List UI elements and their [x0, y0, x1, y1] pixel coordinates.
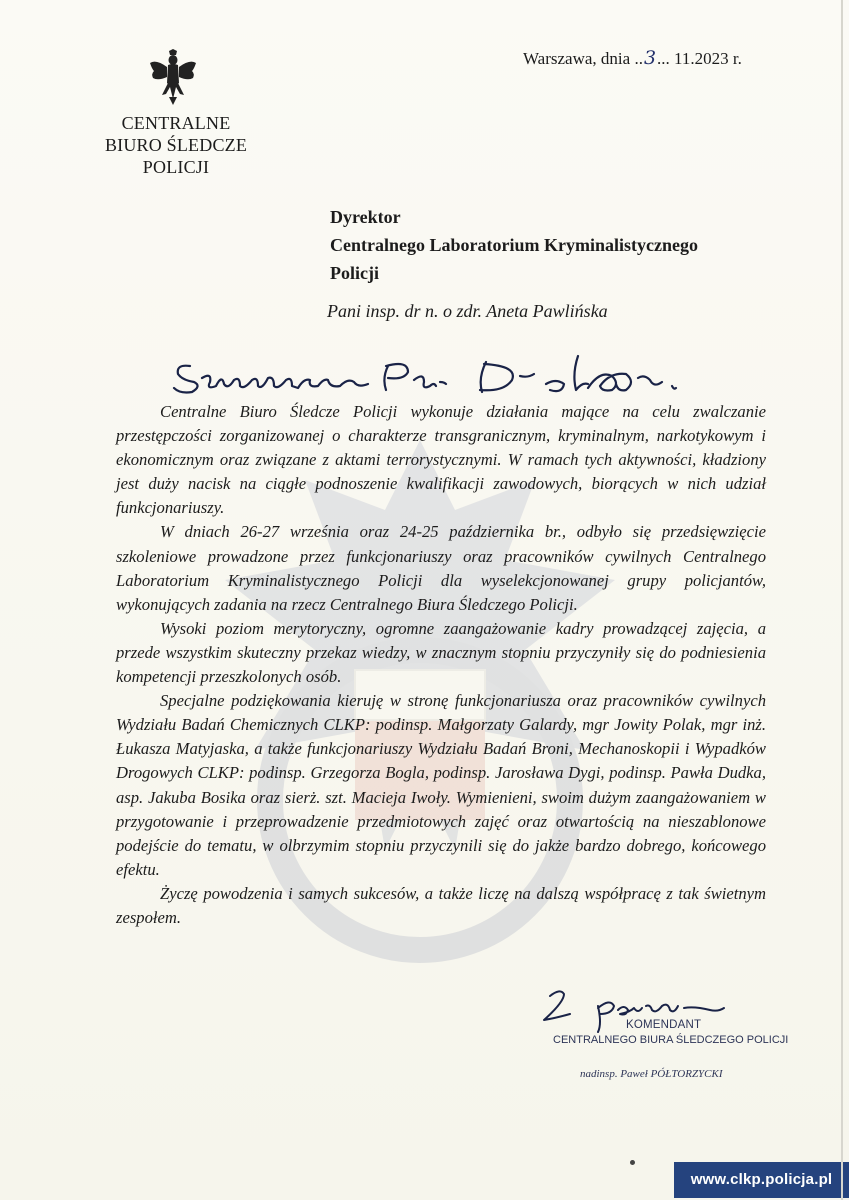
date-suffix: ... 11.2023 r. — [657, 49, 742, 68]
date-handwritten-day: 3 — [643, 47, 657, 69]
recipient-line: Dyrektor — [330, 207, 401, 227]
recipient-block — [330, 203, 698, 287]
polish-eagle-icon — [148, 49, 198, 107]
institution-line: BIURO ŚLEDCZE — [104, 135, 248, 155]
addressee-name: Pani insp. dr n. o zdr. Aneta Pawlińska — [327, 301, 608, 321]
recipient-line: Centralnego Laboratorium Kryminalistycznego — [330, 235, 698, 255]
site-url-banner[interactable]: www.clkp.policja.pl — [674, 1162, 849, 1198]
institution-line: CENTRALNE — [121, 113, 231, 133]
ink-dot — [630, 1160, 635, 1165]
recipient-line: Policji — [330, 263, 379, 283]
body-paragraph: W dniach 26-27 września oraz 24-25 października br., odbyło się przedsięwzięcie szkoleniowe prowadzone przez funkcjonariuszy oraz pracowników cywilnych Centralnego Laboratorium Kryminalistycznego Policji dla wyselekcjonowanej grupy policjantów, wykonujących zadania na rzecz Centralnego Biura Śledczego Policji. — [116, 522, 766, 614]
letter-date — [523, 47, 742, 69]
institution-name — [96, 112, 256, 178]
signer-name: nadinsp. Paweł PÓŁTORZYCKI — [580, 1068, 723, 1080]
body-paragraph: Wysoki poziom merytoryczny, ogromne zaangażowanie kadry prowadzącej zajęcia, a przede wszystkim skuteczny przekaz wiedzy, w znacznym stopniu przyczyniły się do podniesienia kompetencji przeszkolonych osób. — [116, 618, 766, 687]
body-paragraph: Centralne Biuro Śledcze Policji wykonuje działania mające na celu zwalczanie przestępczości zorganizowanej o charakterze transgranicznym, kryminalnym, narkotykowym i ekonomicznym oraz związane z aktami terrorystycznymi. W ramach tych aktywności, kładziony jest duży nacisk na ciągłe podnoszenie kwalifikacji zawodowych, biorących w nich udział funkcjonariuszy. — [116, 402, 766, 518]
stamp-unit: CENTRALNEGO BIURA ŚLEDCZEGO POLICJI — [553, 1034, 789, 1046]
date-prefix: Warszawa, dnia .. — [523, 49, 643, 68]
body-paragraph: Specjalne podziękowania kieruję w stronę funkcjonariusza oraz pracowników cywilnych Wydziału Badań Chemicznych CLKP: podinsp. Małgorzaty Galardy, mgr Jowity Polak, mgr inż. Łukasza Matyjaska, a także funkcjonariuszy Wydziału Badań Broni, Mechanoskopii i Wypadków Drogowych CLKP: podinsp. Grzegorza Bogla, podinsp. Jarosława Dygi, podinsp. Pawła Dudka, asp. Jakuba Bosika oraz sierż. szt. Macieja Iwoły. Wymienieni, swoim dużym zaangażowaniem w przygotowanie i przeprowadzenie przedmiotowych zajęć oraz otwartością na nieszablonowe podejście do tematu, w olbrzymim stopniu przyczynili się do jakże bardzo dobrego, końcowego efektu. — [116, 691, 766, 879]
letter-body — [116, 400, 766, 930]
stamp-title: KOMENDANT — [626, 1019, 702, 1031]
institution-line: POLICJI — [142, 157, 210, 177]
handwritten-salutation — [168, 348, 708, 404]
body-paragraph: Życzę powodzenia i samych sukcesów, a także liczę na dalszą współpracę z tak świetnym zespołem. — [116, 883, 766, 927]
